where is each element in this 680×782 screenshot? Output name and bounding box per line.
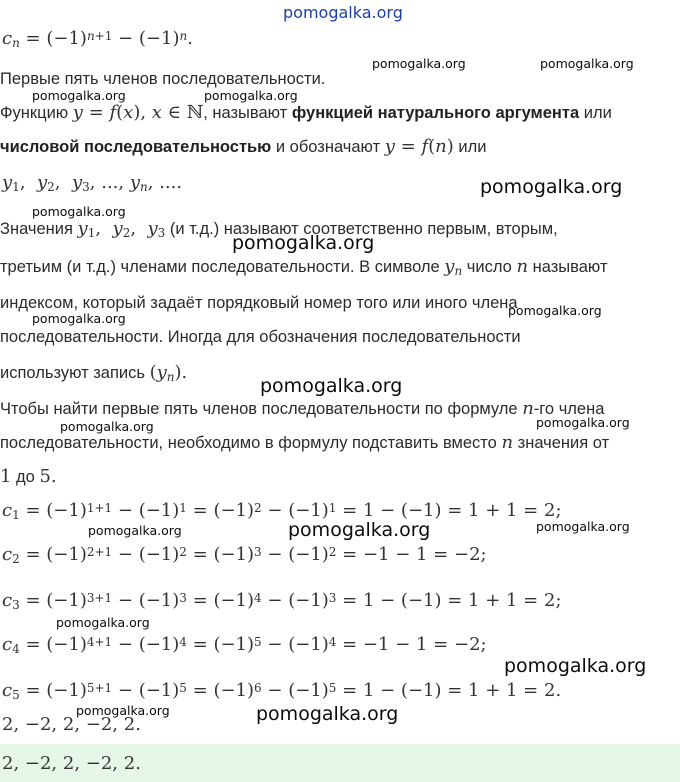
- watermark: pomogalka.org: [60, 419, 154, 434]
- answer-text: 2, −2, 2, −2, 2.: [2, 753, 141, 774]
- watermark: pomogalka.org: [260, 375, 403, 397]
- text-segment: Функцию: [0, 104, 69, 122]
- text-segment: или: [583, 104, 612, 122]
- watermark: pomogalka.org: [256, 703, 399, 725]
- text-segment: называют: [532, 258, 608, 276]
- text-segment: -го члена: [533, 400, 605, 418]
- sequence-values: 2, −2, 2, −2, 2.: [2, 714, 141, 735]
- paragraph-substitute: [0, 432, 609, 453]
- math-fx: y = f(x), x ∈ ℕ: [72, 102, 204, 123]
- watermark: pomogalka.org: [504, 655, 647, 677]
- watermark: pomogalka.org: [372, 56, 466, 71]
- math-y123: $y_1$, $y_2$, $y_3$: [77, 218, 166, 240]
- text-segment: используют запись: [0, 364, 145, 382]
- calc-result: 1 − (−1) = 1 + 1 = 2;: [362, 500, 562, 521]
- paragraph-range: [0, 466, 57, 487]
- math-five: 5.: [39, 466, 57, 487]
- math-yn-paren: $(y_n)$.: [149, 362, 188, 384]
- watermark: pomogalka.org: [232, 232, 375, 254]
- watermark: pomogalka.org: [508, 303, 602, 318]
- calc-c1: $c_1 = (-1)^{1+1} - (-1)^1 = (-1)^2 - (-1)^1 = 1 - (-1) = 1 + 1 = 2$;: [2, 500, 562, 522]
- answer-box: [0, 744, 680, 782]
- calc-result: −1 − 1 = −2;: [362, 634, 487, 655]
- watermark: pomogalka.org: [536, 415, 630, 430]
- text-segment: или: [458, 138, 487, 156]
- math-n: n: [516, 256, 529, 277]
- calc-c2: $c_2 = (-1)^{2+1} - (-1)^2 = (-1)^3 - (-1)^2 = -1 - 1 = -2$;: [2, 544, 487, 566]
- paragraph-values: [0, 218, 558, 239]
- calc-c4: $c_4 = (-1)^{4+1} - (-1)^4 = (-1)^5 - (-1)^4 = -1 - 1 = -2$;: [2, 634, 487, 656]
- paragraph-find-first-five: [0, 398, 604, 419]
- calc-result: 1 − (−1) = 1 + 1 = 2.: [362, 680, 562, 701]
- paragraph-members: [0, 256, 608, 277]
- watermark: pomogalka.org: [32, 88, 126, 103]
- watermark: pomogalka.org: [204, 88, 298, 103]
- paragraph-record: [0, 362, 187, 383]
- watermark: pomogalka.org: [56, 615, 150, 630]
- text-segment: до: [16, 468, 35, 486]
- math-n: n: [522, 398, 534, 419]
- math-sequence-notation: $y_1$, $y_2$, $y_3$, ..., $y_n$, ....: [2, 172, 183, 194]
- watermark: pomogalka.org: [288, 519, 431, 541]
- text-segment: Чтобы найти первые пять членов последовательности по формуле: [0, 400, 518, 418]
- calc-c5: $c_5 = (-1)^{5+1} - (-1)^5 = (-1)^6 - (-1)^5 = 1 - (-1) = 1 + 1 = 2$.: [2, 680, 562, 702]
- paragraph-notation: последовательности. Иногда для обозначения последовательности: [0, 328, 521, 346]
- text-segment: (и т.д.) называют соответственно первым, вторым,: [169, 220, 558, 238]
- text-segment: значения от: [517, 434, 610, 452]
- text-segment: последовательности, необходимо в формулу подставить вместо: [0, 434, 497, 452]
- math-yn: $y_n$: [444, 256, 463, 278]
- watermark: pomogalka.org: [32, 204, 126, 219]
- watermark: pomogalka.org: [88, 523, 182, 538]
- paragraph-numeric-sequence: [0, 136, 486, 157]
- text-segment: третьим (и т.д.) членами последовательности. В символе: [0, 258, 440, 276]
- watermark: pomogalka.org: [32, 311, 126, 326]
- text-segment: Значения: [0, 220, 73, 238]
- bold-term: функцией натурального аргумента: [291, 104, 580, 122]
- formula-cn: $c_n = (-1)^{n+1} - (-1)^n$.: [2, 28, 193, 50]
- watermark-top: pomogalka.org: [283, 3, 403, 22]
- math-n: n: [501, 432, 514, 453]
- text-segment: число: [466, 258, 512, 276]
- text-segment: и обозначают: [275, 138, 381, 156]
- math-one: 1: [0, 466, 12, 487]
- calc-result: −1 − 1 = −2;: [362, 544, 487, 565]
- paragraph-function-definition: [0, 102, 612, 123]
- watermark: pomogalka.org: [480, 176, 623, 198]
- calc-c3: $c_3 = (-1)^{3+1} - (-1)^3 = (-1)^4 - (-1)^3 = 1 - (-1) = 1 + 1 = 2$;: [2, 590, 562, 612]
- paragraph-index: индексом, который задаёт порядковый номер того или иного члена: [0, 294, 518, 312]
- watermark: pomogalka.org: [540, 56, 634, 71]
- watermark: pomogalka.org: [76, 703, 170, 718]
- calc-result: 1 − (−1) = 1 + 1 = 2;: [362, 590, 562, 611]
- text-segment: , называют: [203, 104, 288, 122]
- paragraph-first-five: Первые пять членов последовательности.: [0, 70, 326, 88]
- bold-term: числовой последовательностью: [0, 138, 272, 156]
- math-fn: y = f(n): [384, 136, 454, 157]
- watermark: pomogalka.org: [536, 519, 630, 534]
